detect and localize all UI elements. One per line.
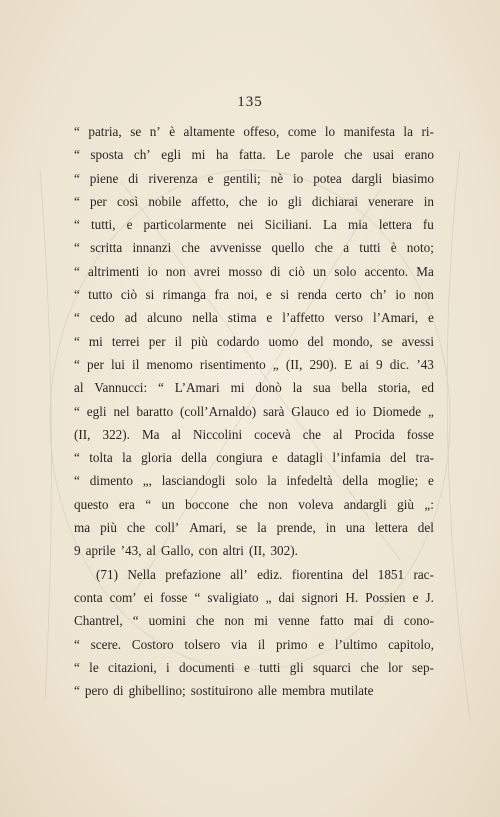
text-line: “ mi terrei per il più codardo uomo del mondo, se avessi [74,333,434,349]
text-line: conta com’ ei fosse “ svaligiato „ dai signori H. Possien e J. [74,589,434,605]
text-line: “ per così nobile affetto, che io gli dichiarai venerare in [74,193,434,209]
text-line: “ pero di ghibellino; sostituirono alle membra mutilate [74,683,374,699]
text-line: “ tutto ciò si rimanga fra noi, e si renda certo ch’ io non [74,287,434,303]
text-line: “ sposta ch’ egli mi ha fatta. Le parole che usai erano [74,147,434,163]
text-line: “ tolta la gloria della congiura e datagli l’infamia del tra- [74,450,434,466]
text-line: “ scere. Costoro tolsero via il primo e l’ultimo capitolo, [74,636,434,652]
text-line: “ altrimenti io non avrei mosso di ciò un solo accento. Ma [74,263,434,279]
text-line: 9 aprile ’43, al Gallo, con altri (II, 302). [74,543,298,559]
text-line: “ egli nel baratto (coll’Arnaldo) sarà Glauco ed io Diomede „ [74,403,434,419]
text-line: “ dimento „, lasciandogli solo la infedeltà della moglie; e [74,473,434,489]
text-line: “ per lui il menomo risentimento „ (II, 290). E ai 9 dic. ’43 [74,356,434,372]
page-number: 135 [237,94,263,110]
text-line: Chantrel, “ uomini che non mi venne fatto mai di cono- [74,613,434,629]
text-line: “ cedo ad alcuno nella stima e l’affetto verso l’Amari, e [74,310,434,326]
text-line: (71) Nella prefazione all’ ediz. fiorentina del 1851 rac- [96,566,434,582]
text-line: “ piene di riverenza e gentili; nè io potea dargli biasimo [74,170,434,186]
text-line: al Vannucci: “ L’Amari mi donò la sua bella storia, ed [74,380,434,396]
text-line: “ le citazioni, i documenti e tutti gli squarci che lor sep- [74,659,434,675]
text-line: ma più che coll’ Amari, se la prende, in una lettera del [74,520,434,536]
text-line: questo era “ un boccone che non voleva andargli giù „: [74,496,434,512]
text-line: “ scritta innanzi che avvenisse quello che a tutti è noto; [74,240,434,256]
text-line: “ tutti, e particolarmente nei Siciliani. La mia lettera fu [74,217,434,233]
text-line: (II, 322). Ma al Niccolini cocevà che al Procida fosse [74,426,434,442]
body-text [74,120,434,702]
text-line: “ patria, se n’ è altamente offeso, come lo manifesta la ri- [74,124,434,139]
